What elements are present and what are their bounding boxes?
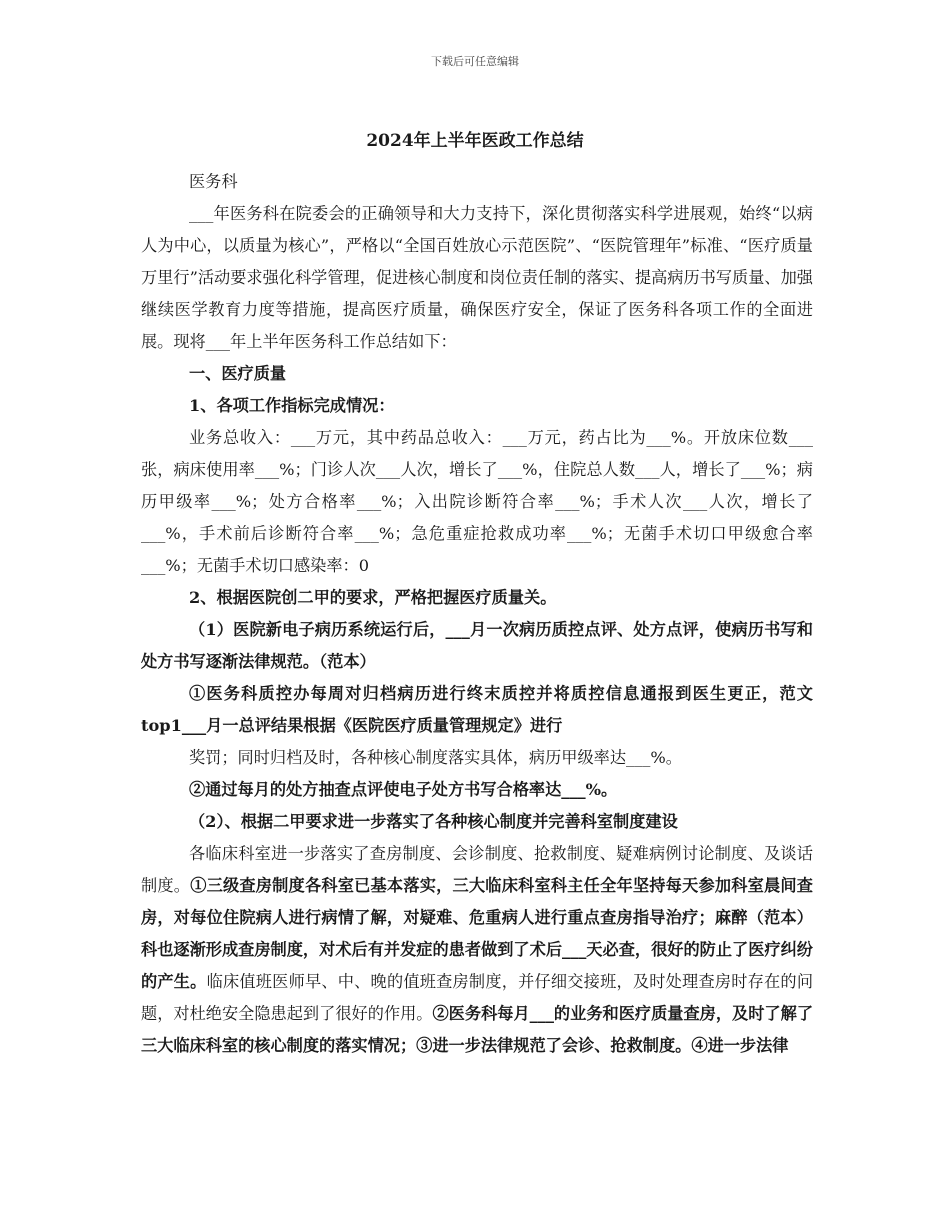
section-heading-quality: 一、医疗质量 <box>189 364 287 383</box>
item-prescription-review: ②通过每月的处方抽查点评使电子处方书写合格率达___%。 <box>189 780 618 799</box>
subheading-quality-control: 2、根据医院创二甲的要求，严格把握医疗质量关。 <box>189 588 557 607</box>
item-weekly-qc-continued: 奖罚；同时归档及时，各种核心制度落实具体，病历甲级率达___%。 <box>189 748 682 767</box>
monthly-round-bold-text: ②医务科每月___的业务和医疗质量查房，及时了解了三大临床科室的核心制度的落实情况；③进一步法律规范了会诊、抢救制度。④进一步法律 <box>141 1004 814 1055</box>
duty-round-text: 临床值班医师早、中、晚的值班查房制度，并仔细交接班，及时处理查房时存在的问题，对杜绝安全隐患起到了很好的作用。 <box>141 972 814 1023</box>
stats-paragraph: 业务总收入：___万元，其中药品总收入：___万元，药占比为___%。开放床位数___张，病床使用率___%；门诊人次___人次，增长了___%，住院总人数___人，增长了___%；病历甲级率___%；处方合格率___%；入出院诊断符合率___%；手术人次___人次，增长了___%，手术前后诊断符合率___%；急危重症抢救成功率___%；无菌手术切口甲级愈合率___%；无菌手术切口感染率：0 <box>141 428 813 575</box>
document-title: 2024年上半年医政工作总结 <box>366 131 584 151</box>
subheading-indicators: 1、各项工作指标完成情况： <box>189 396 395 415</box>
item-core-systems: （2）、根据二甲要求进一步落实了各种核心制度并完善科室制度建设 <box>189 812 678 831</box>
item-weekly-qc: ①医务科质控办每周对归档病历进行终末质控并将质控信息通报到医生更正，范文top1___月一总评结果根据《医院医疗质量管理规定》进行 <box>141 684 813 735</box>
department-line: 医务科 <box>189 172 238 191</box>
ward-round-bold-text: ①三级查房制度各科室已基本落实，三大临床科室科主任全年坚持每天参加科室晨间查房，对每位住院病人进行病情了解，对疑难、危重病人进行重点查房指导治疗；麻醉（范本）科也逐渐形成查房制度，对术后有并发症的患者做到了术后___天必查，很好的防止了医疗纠纷的产生。 <box>141 876 813 991</box>
page-header: 下载后可任意编辑 <box>431 55 519 68</box>
core-systems-paragraph <box>141 838 813 1062</box>
intro-paragraph: ___年医务科在院委会的正确领导和大力支持下，深化贯彻落实科学进展观，始终“以病人为中心，以质量为核心”，严格以“全国百姓放心示范医院”、“医院管理年”标准、“医疗质量万里行”活动要求强化科学管理，促进核心制度和岗位责任制的落实、提高病历书写质量、加强继续医学教育力度等措施，提高医疗质量，确保医疗安全，保证了医务科各项工作的全面进展。现将___年上半年医务科工作总结如下： <box>141 204 813 351</box>
core-systems-intro: 各临床科室进一步落实了查房制度、会诊制度、抢救制度、疑难病例讨论制度、及谈话制度。 <box>141 844 813 895</box>
document-body <box>141 166 813 1062</box>
item-emr-review: （1）医院新电子病历系统运行后，___月一次病历质控点评、处方点评，使病历书写和处方书写逐渐法律规范。（范本） <box>141 620 813 671</box>
